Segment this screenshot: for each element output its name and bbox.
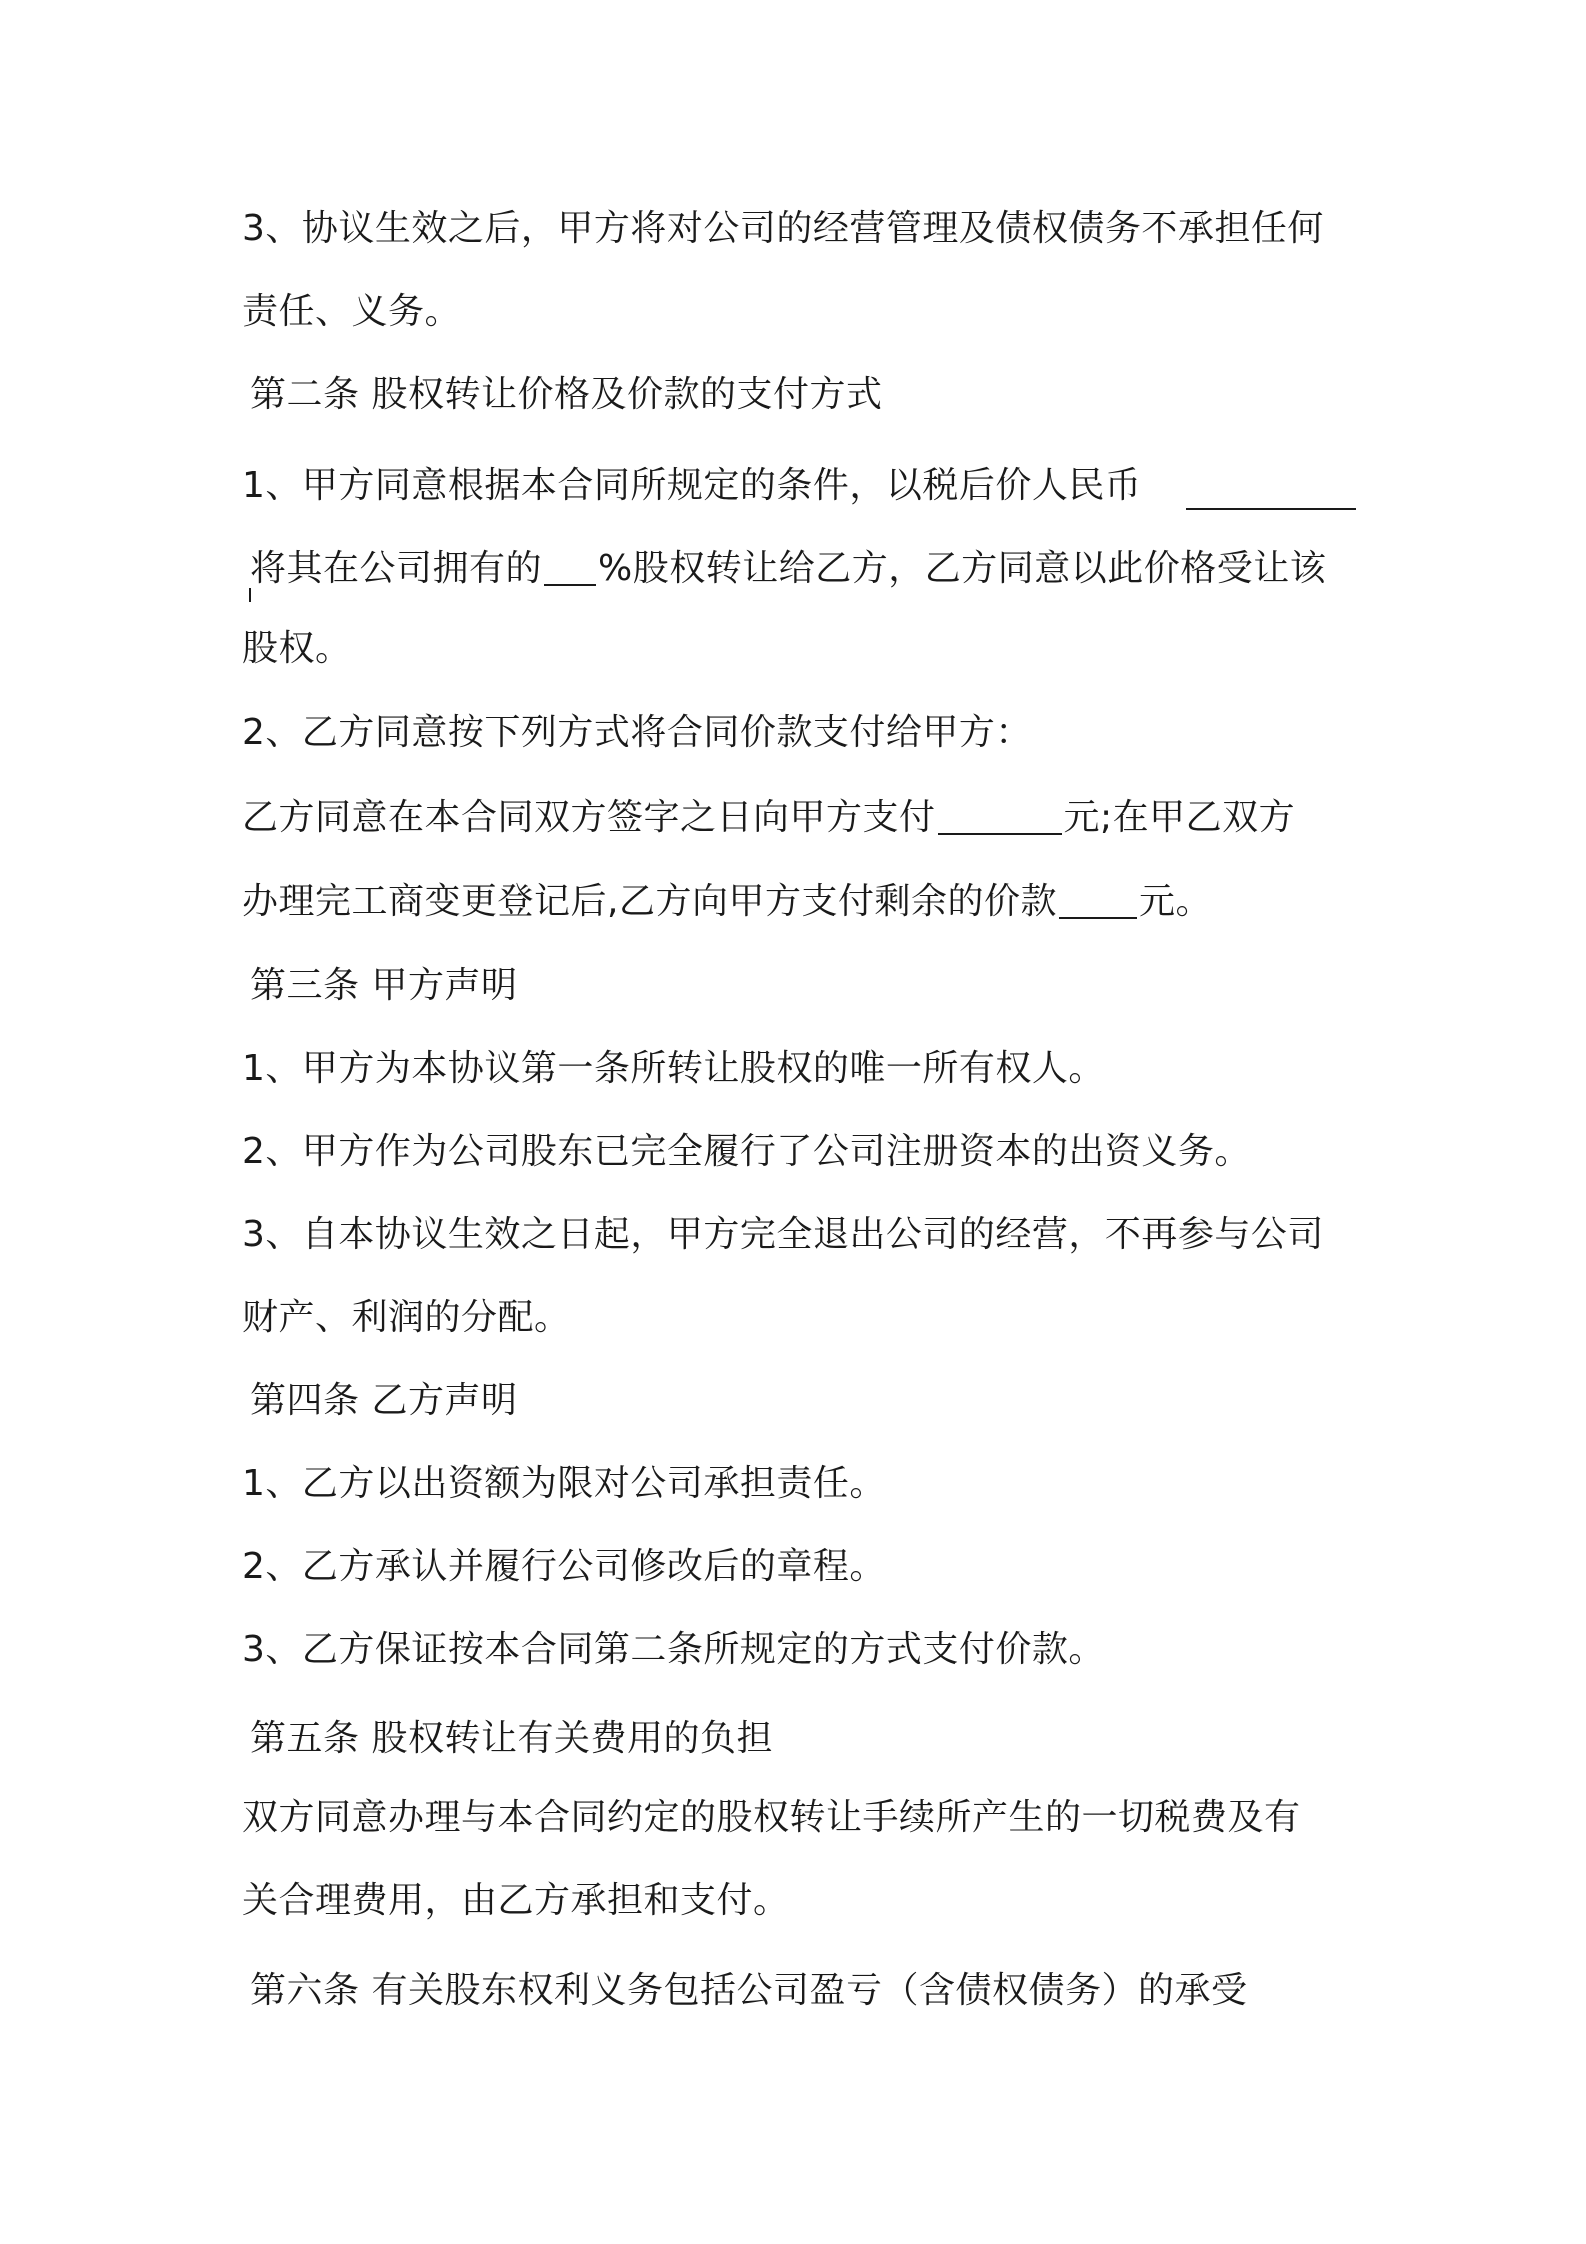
text: 责任、义务。	[242, 291, 462, 332]
text: %股权转让给乙方，乙方同意以此价格受让该	[598, 548, 1327, 589]
text: 3、乙方保证按本合同第二条所规定的方式支付价款。	[242, 1629, 1105, 1670]
heading-text: 第五条 股权转让有关费用的负担	[250, 1718, 773, 1759]
text: 关合理费用，由乙方承担和支付。	[242, 1880, 790, 1921]
heading-text: 第二条 股权转让价格及价款的支付方式	[250, 374, 883, 415]
percent-blank	[544, 554, 596, 586]
paragraph-line	[242, 627, 352, 671]
paragraph-line	[250, 547, 1326, 591]
text: 1、甲方同意根据本合同所规定的条件，以税后价人民币	[242, 465, 1142, 506]
paragraph-line	[242, 796, 1295, 840]
paragraph-line	[242, 1628, 1105, 1672]
text: 2、乙方承认并履行公司修改后的章程。	[242, 1546, 886, 1587]
paragraph-line	[242, 1462, 886, 1506]
text: 财产、利润的分配。	[242, 1297, 571, 1338]
text: 3、协议生效之后，甲方将对公司的经营管理及债权债务不承担任何	[242, 208, 1324, 249]
text: 办理完工商变更登记后,乙方向甲方支付剩余的价款	[242, 881, 1057, 922]
section-heading	[250, 373, 882, 417]
text: 将其在公司拥有的	[250, 548, 543, 589]
paragraph-line	[242, 1296, 571, 1340]
text: 2、甲方作为公司股东已完全履行了公司注册资本的出资义务。	[242, 1131, 1251, 1172]
heading-text: 第六条 有关股东权利义务包括公司盈亏（含债权债务）的承受	[250, 1970, 1248, 2011]
paragraph-line	[242, 1796, 1301, 1840]
section-heading	[250, 964, 517, 1008]
paragraph-line	[242, 1545, 886, 1589]
paragraph-line	[242, 1047, 1105, 1091]
section-heading	[250, 1969, 1247, 2013]
paragraph-line	[242, 464, 1141, 508]
paragraph-line	[242, 1130, 1251, 1174]
text: 元;在甲乙双方	[1063, 797, 1296, 838]
paragraph-line	[242, 711, 1032, 755]
price-blank-line	[1186, 508, 1356, 510]
paragraph-line	[242, 1213, 1324, 1257]
paragraph-line	[242, 290, 461, 334]
text: 1、乙方以出资额为限对公司承担责任。	[242, 1463, 886, 1504]
heading-text: 第三条 甲方声明	[250, 965, 518, 1006]
remaining-blank	[1059, 887, 1137, 919]
text: 元。	[1138, 881, 1212, 922]
section-heading	[250, 1379, 517, 1423]
paragraph-line	[242, 880, 1212, 924]
text: 2、乙方同意按下列方式将合同价款支付给甲方：	[242, 712, 1032, 753]
text: 乙方同意在本合同双方签字之日向甲方支付	[242, 797, 936, 838]
section-heading	[250, 1717, 773, 1761]
payment-blank	[938, 803, 1062, 835]
paragraph-line	[242, 1879, 790, 1923]
text: 3、自本协议生效之日起，甲方完全退出公司的经营，不再参与公司	[242, 1214, 1324, 1255]
text: 双方同意办理与本合同约定的股权转让手续所产生的一切税费及有	[242, 1797, 1301, 1838]
text: 1、甲方为本协议第一条所转让股权的唯一所有权人。	[242, 1048, 1105, 1089]
paragraph-line	[242, 207, 1324, 251]
text: 股权。	[242, 628, 352, 669]
heading-text: 第四条 乙方声明	[250, 1380, 518, 1421]
